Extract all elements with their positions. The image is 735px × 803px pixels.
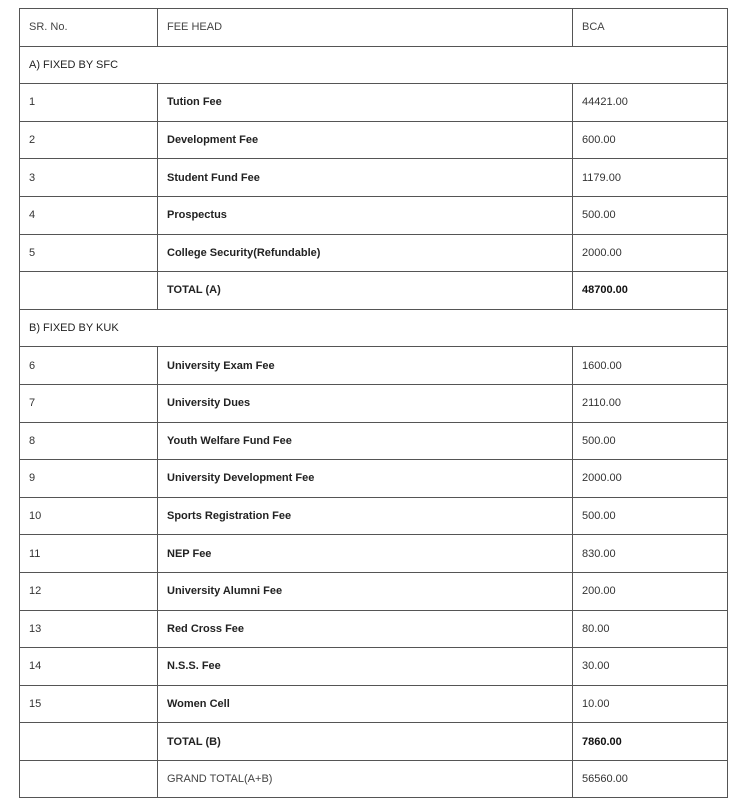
sr-no-cell: 1 — [20, 84, 158, 122]
grand-total-row — [20, 760, 728, 798]
fee-amount-cell: 1179.00 — [573, 159, 728, 197]
total-b-row — [20, 723, 728, 761]
table-row — [20, 535, 728, 573]
grand-total-label: GRAND TOTAL(A+B) — [158, 760, 573, 798]
fee-name-cell: Tution Fee — [158, 84, 573, 122]
sr-no-cell: 4 — [20, 196, 158, 234]
table-row — [20, 572, 728, 610]
fee-amount-cell: 2000.00 — [573, 460, 728, 498]
table-row — [20, 121, 728, 159]
sr-no-cell: 14 — [20, 648, 158, 686]
fee-name-cell: NEP Fee — [158, 535, 573, 573]
total-b-amount: 7860.00 — [573, 723, 728, 761]
fee-name-cell: College Security(Refundable) — [158, 234, 573, 272]
header-fee-head: FEE HEAD — [158, 9, 573, 47]
grand-total-amount: 56560.00 — [573, 760, 728, 798]
sr-no-cell: 7 — [20, 384, 158, 422]
fee-amount-cell: 2000.00 — [573, 234, 728, 272]
section-a-title: A) FIXED BY SFC — [20, 46, 728, 84]
empty-sr-cell — [20, 272, 158, 310]
fee-name-cell: Prospectus — [158, 196, 573, 234]
fee-amount-cell: 200.00 — [573, 572, 728, 610]
fee-name-cell: University Alumni Fee — [158, 572, 573, 610]
fee-amount-cell: 500.00 — [573, 422, 728, 460]
fee-name-cell: Student Fund Fee — [158, 159, 573, 197]
fee-name-cell: Women Cell — [158, 685, 573, 723]
total-b-label: TOTAL (B) — [158, 723, 573, 761]
empty-sr-cell — [20, 760, 158, 798]
fee-amount-cell: 80.00 — [573, 610, 728, 648]
table-row — [20, 497, 728, 535]
fee-amount-cell: 1600.00 — [573, 347, 728, 385]
table-row — [20, 610, 728, 648]
fee-name-cell: Development Fee — [158, 121, 573, 159]
table-row — [20, 685, 728, 723]
fee-amount-cell: 44421.00 — [573, 84, 728, 122]
table-header-row — [20, 9, 728, 47]
sr-no-cell: 3 — [20, 159, 158, 197]
fee-name-cell: Youth Welfare Fund Fee — [158, 422, 573, 460]
fee-name-cell: University Dues — [158, 384, 573, 422]
fee-name-cell: N.S.S. Fee — [158, 648, 573, 686]
table-row — [20, 422, 728, 460]
section-b-header-row — [20, 309, 728, 347]
sr-no-cell: 8 — [20, 422, 158, 460]
fee-structure-table — [19, 8, 728, 798]
sr-no-cell: 10 — [20, 497, 158, 535]
table-row — [20, 234, 728, 272]
total-a-label: TOTAL (A) — [158, 272, 573, 310]
table-row — [20, 460, 728, 498]
total-a-row — [20, 272, 728, 310]
sr-no-cell: 13 — [20, 610, 158, 648]
table-row — [20, 384, 728, 422]
fee-name-cell: Sports Registration Fee — [158, 497, 573, 535]
sr-no-cell: 2 — [20, 121, 158, 159]
sr-no-cell: 11 — [20, 535, 158, 573]
fee-amount-cell: 500.00 — [573, 497, 728, 535]
fee-name-cell: University Development Fee — [158, 460, 573, 498]
empty-sr-cell — [20, 723, 158, 761]
table-row — [20, 648, 728, 686]
fee-amount-cell: 2110.00 — [573, 384, 728, 422]
section-a-header-row — [20, 46, 728, 84]
fee-amount-cell: 30.00 — [573, 648, 728, 686]
table-row — [20, 347, 728, 385]
header-sr-no: SR. No. — [20, 9, 158, 47]
total-a-amount: 48700.00 — [573, 272, 728, 310]
sr-no-cell: 5 — [20, 234, 158, 272]
section-b-title: B) FIXED BY KUK — [20, 309, 728, 347]
sr-no-cell: 12 — [20, 572, 158, 610]
fee-amount-cell: 600.00 — [573, 121, 728, 159]
sr-no-cell: 6 — [20, 347, 158, 385]
fee-amount-cell: 500.00 — [573, 196, 728, 234]
table-row — [20, 159, 728, 197]
table-row — [20, 84, 728, 122]
fee-name-cell: University Exam Fee — [158, 347, 573, 385]
table-row — [20, 196, 728, 234]
sr-no-cell: 9 — [20, 460, 158, 498]
fee-amount-cell: 10.00 — [573, 685, 728, 723]
fee-amount-cell: 830.00 — [573, 535, 728, 573]
fee-name-cell: Red Cross Fee — [158, 610, 573, 648]
header-course: BCA — [573, 9, 728, 47]
sr-no-cell: 15 — [20, 685, 158, 723]
